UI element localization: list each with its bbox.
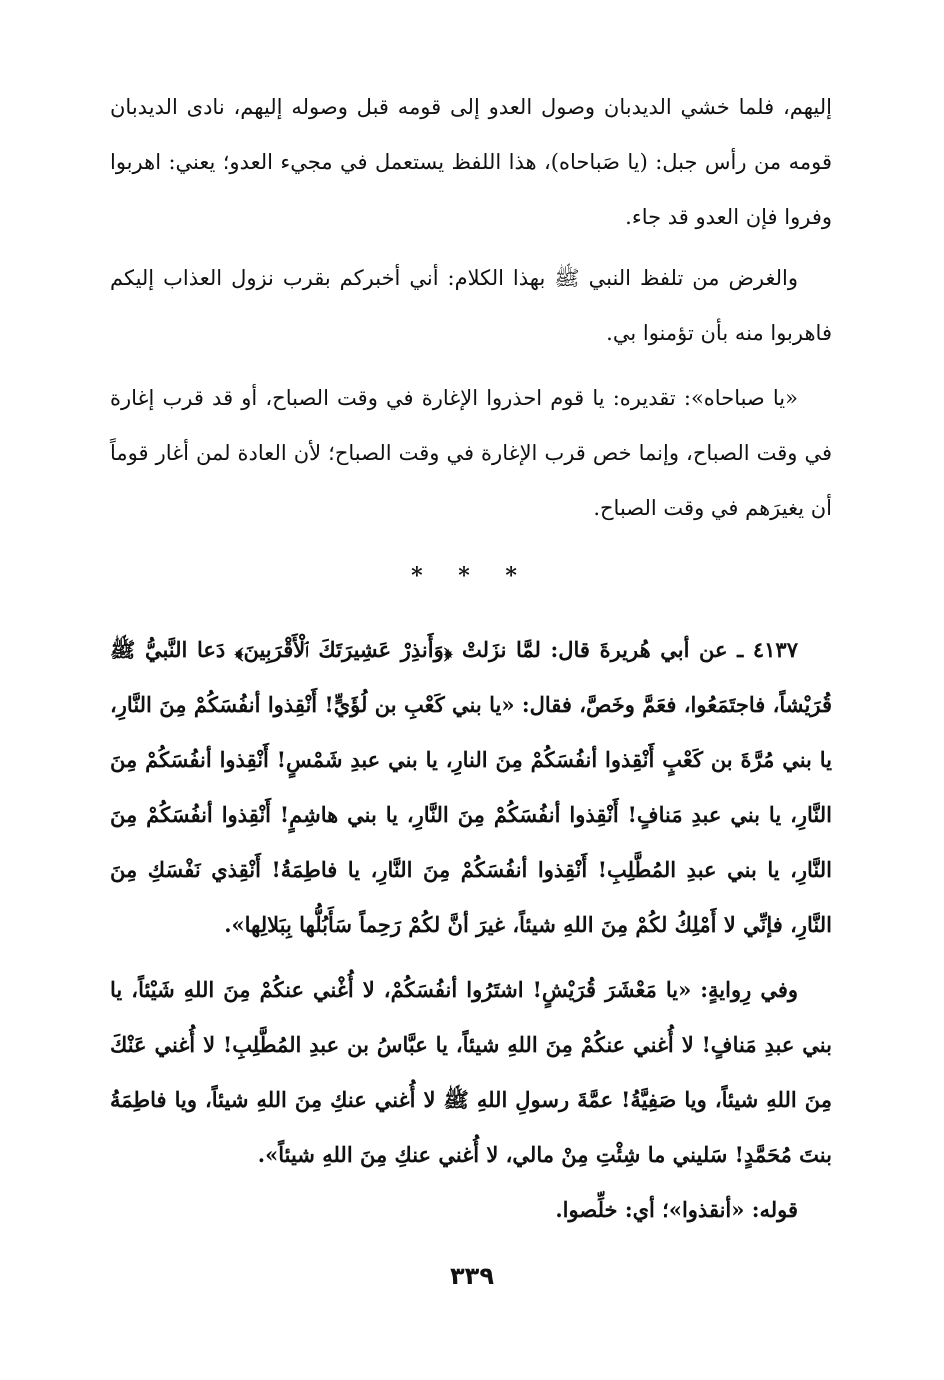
- hadith-paragraph: [110, 622, 832, 952]
- gloss-paragraph: قوله: «أنقذوا»؛ أي: خلِّصوا.: [555, 1197, 798, 1222]
- hadith-text: ـ عن أبي هُريرةَ قال: لمَّا نزَلتْ ﴿وَأَنذِرْ عَشِيرَتَكَ ٱلْأَقْرَبِينَ﴾ دَعا النَّبيُّ ﷺ قُرَيْشاً، فاجتَمَعُوا، فعَمَّ وخَصَّ، فقال: «يا بني كَعْبِ بن لُؤَيٍّ! أَنْقِذوا أنفُسَكُمْ مِنَ النَّارِ، يا بني مُرَّةَ بن كَعْبٍ أَنْقِذوا أنفُسَكُمْ مِنَ النارِ، يا بني عبدِ شَمْسٍ! أَنْقِذوا أنفُسَكُمْ مِنَ النَّارِ، يا بني عبدِ مَنافٍ! أَنْقِذوا أنفُسَكُمْ مِنَ النَّارِ، يا بني هاشِمٍ! أَنْقِذوا أنفُسَكُمْ مِنَ النَّارِ، يا بني عبدِ المُطَّلِبِ! أَنْقِذوا أنفُسَكُمْ مِنَ النَّارِ، يا فاطِمَةُ! أَنْقِذي نَفْسَكِ مِنَ النَّارِ، فإنِّي لا أَمْلِكُ لكُمْ مِنَ اللهِ شيئاً، غيرَ أنَّ لكُمْ رَحِماً سَأَبُلُّها بِبَلالِها».: [110, 637, 832, 937]
- section-separator: * * *: [411, 563, 531, 589]
- hadith-number: ٤١٣٧: [752, 637, 798, 662]
- commentary-paragraph-2: والغرض من تلفظ النبي ﷺ بهذا الكلام: أني أخبركم بقرب نزول العذاب إليكم فاهربوا منه بأن تؤمنوا بي.: [110, 266, 832, 345]
- commentary-paragraph-1: إليهم، فلما خشي الديدبان وصول العدو إلى قومه قبل وصوله إليهم، نادى الديدبان قومه من رأس جبل: (يا صَباحاه)، هذا اللفظ يستعمل في مجيء العدو؛ يعني: اهربوا وفروا فإن العدو قد جاء.: [110, 95, 832, 229]
- hadith-variant-paragraph: وفي رِوايةٍ: «يا مَعْشَرَ قُرَيْشٍ! اشتَرُوا أنفُسَكُمْ، لا أُغْني عنكُمْ مِنَ اللهِ شَيْئاً، يا بني عبدِ مَنافٍ! لا أُغني عنكُمْ مِنَ اللهِ شيئاً، يا عبَّاسُ بن عبدِ المُطَّلِبِ! لا أُغني عَنْكَ مِنَ اللهِ شيئاً، ويا صَفِيَّةُ! عمَّةَ رسولِ اللهِ ﷺ لا أُغني عنكِ مِنَ اللهِ شيئاً، ويا فاطِمَةُ بنتَ مُحَمَّدٍ! سَليني ما شِئْتِ مِنْ مالي، لا أُغني عنكِ مِنَ اللهِ شيئاً».: [110, 977, 832, 1167]
- page-body: [110, 80, 832, 1237]
- commentary-paragraph-3: «يا صباحاه»: تقديره: يا قوم احذروا الإغارة في وقت الصباح، أو قد قرب إغارة في وقت الصباح، وإنما خص قرب الإغارة في وقت الصباح؛ لأن العادة لمن أغار قوماً أن يغيرَهم في وقت الصباح.: [110, 386, 832, 520]
- page-number: ٣٣٩: [450, 1262, 494, 1290]
